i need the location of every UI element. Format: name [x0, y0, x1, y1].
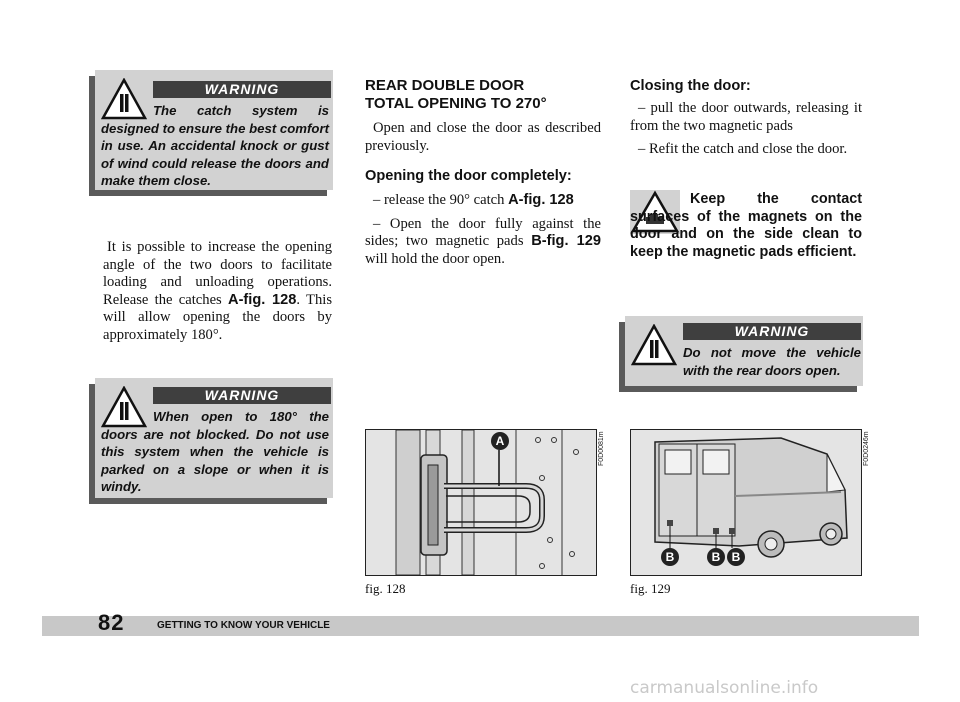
warning-triangle-icon — [631, 324, 677, 366]
figure-caption: fig. 129 — [630, 581, 671, 596]
warning-header: WARNING — [683, 323, 861, 340]
right-column — [630, 77, 862, 159]
figure-code: F0D0246m — [863, 431, 870, 466]
callout-b: B — [661, 548, 679, 566]
warning-box-move — [625, 316, 863, 386]
section-heading: REAR DOUBLE DOOR TOTAL OPENING TO 270° — [365, 77, 547, 112]
warning-box-180 — [95, 378, 333, 498]
figure-caption: fig. 128 — [365, 581, 406, 596]
callout-a: A — [491, 432, 509, 450]
warning-box-catch — [95, 70, 333, 190]
middle-item1: – release the 90° catch A-fig. 128 — [373, 192, 574, 208]
callout-b: B — [707, 548, 725, 566]
fig-reference: A-fig. 128 — [228, 291, 297, 308]
door-catch-illustration — [366, 430, 596, 575]
warning-text: The catch system is designed to ensure the best comfort in use. An accidental knock or gust of wind could release the doors and make them close. — [101, 103, 329, 188]
middle-para1: Open and close the door as described previously. — [365, 120, 601, 154]
middle-item2: – Open the door fully against the sides; two magnetic pads B-fig. 129 will hold the door open. — [365, 215, 601, 267]
right-item2: – Refit the catch and close the door. — [638, 141, 848, 157]
warning-text: When open to 180° the doors are not blocked. Do not use this system when the vehicle is parked on a slope or when it is windy. — [101, 409, 329, 494]
left-paragraph: It is possible to increase the opening angle of the two doors to facilitate loading and unloading operations. Release the catches A-fig. 128. This will allow opening the doors by approximately 180°. — [103, 239, 332, 343]
warning-text: Do not move the vehicle with the rear doors open. — [683, 345, 861, 378]
middle-column — [365, 77, 601, 268]
page-number: 82 — [98, 610, 125, 635]
warning-header: WARNING — [153, 387, 331, 404]
figure-129 — [630, 429, 862, 576]
figure-code: F0D0081m — [598, 431, 605, 466]
warning-header: WARNING — [153, 81, 331, 98]
figure-128 — [365, 429, 597, 576]
subheading: Opening the door completely: — [365, 168, 572, 184]
callout-b: B — [727, 548, 745, 566]
right-item1: – pull the door outwards, releasing it from the two magnetic pads — [630, 100, 862, 134]
watermark: carmanualsonline.info — [630, 678, 819, 698]
section-title: GETTING TO KNOW YOUR VEHICLE — [157, 620, 330, 631]
caution-text: Keep the contact surfaces of the magnets on the door and on the side clean to keep the magnetic pads efficient. — [630, 191, 862, 260]
closing-heading: Closing the door: — [630, 78, 751, 94]
